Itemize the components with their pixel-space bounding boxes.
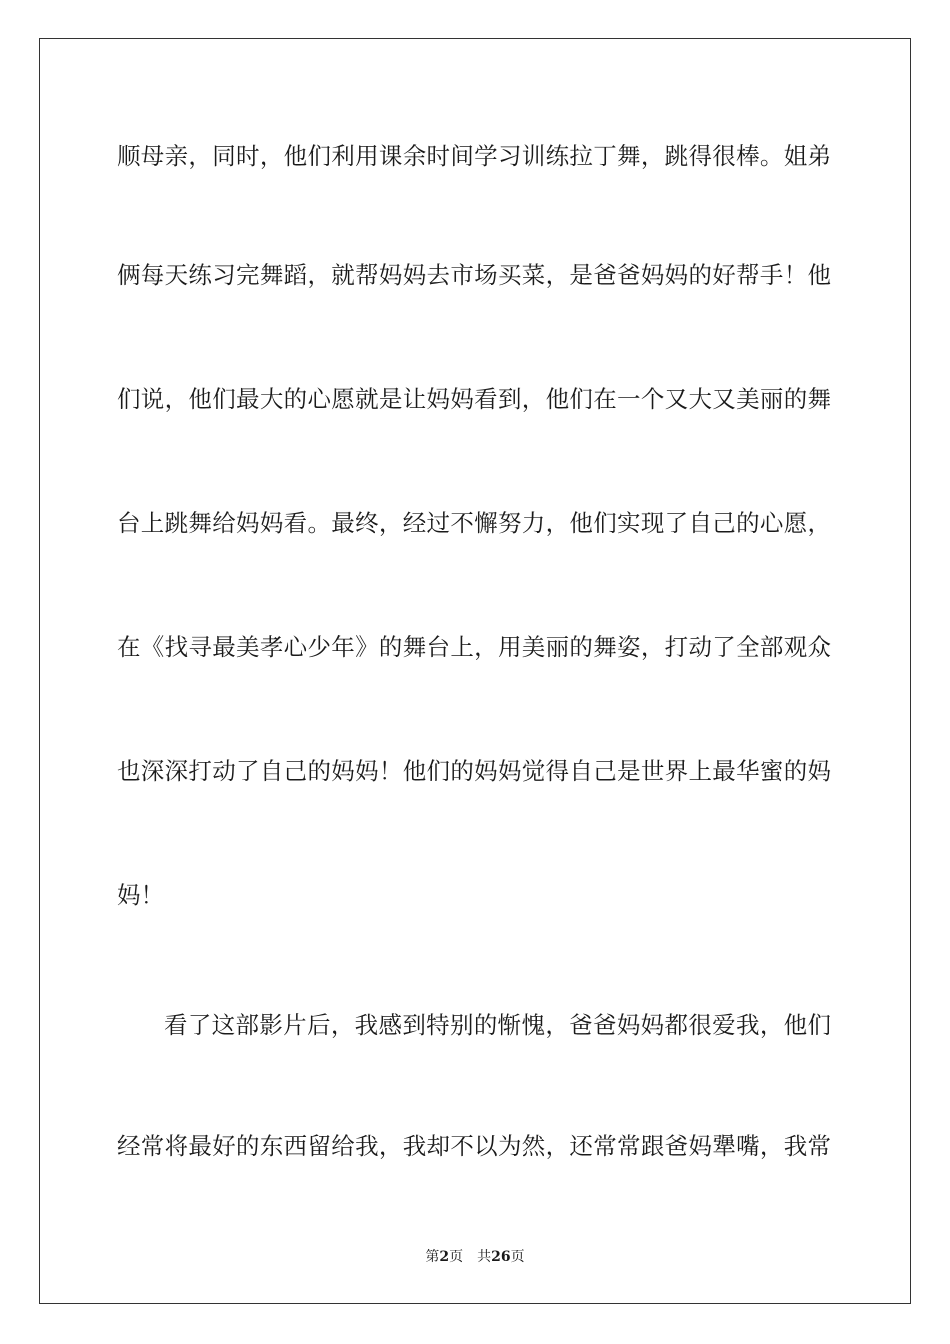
footer-total-pages: 26 [491,1249,511,1265]
footer-page-suffix: 页 [449,1249,464,1265]
text-line-6: 也深深打动了自己的妈妈！他们的妈妈觉得自己是世界上最华蜜的妈 [117,757,831,785]
text-line-1: 顺母亲，同时，他们利用课余时间学习训练拉丁舞，跳得很棒。姐弟 [117,142,831,170]
text-line-2: 俩每天练习完舞蹈，就帮妈妈去市场买菜，是爸爸妈妈的好帮手！他 [117,261,831,289]
text-line-4: 台上跳舞给妈妈看。最终，经过不懈努力，他们实现了自己的心愿， [117,509,831,537]
text-line-5: 在《找寻最美孝心少年》的舞台上，用美丽的舞姿，打动了全部观众 [117,633,831,661]
text-line-9: 经常将最好的东西留给我，我却不以为然，还常常跟爸妈犟嘴，我常 [117,1132,831,1160]
footer-page-prefix: 第 [425,1249,440,1265]
text-line-8: 看了这部影片后，我感到特别的惭愧，爸爸妈妈都很爱我，他们 [164,1011,831,1039]
footer-total-suffix: 页 [510,1249,525,1265]
text-line-3: 们说，他们最大的心愿就是让妈妈看到，他们在一个又大又美丽的舞 [117,385,831,413]
footer-page-number: 2 [439,1249,450,1265]
footer-total-prefix: 共 [477,1249,492,1265]
page-border [39,38,911,1304]
text-line-7: 妈！ [117,881,164,909]
page-footer [0,1248,950,1266]
